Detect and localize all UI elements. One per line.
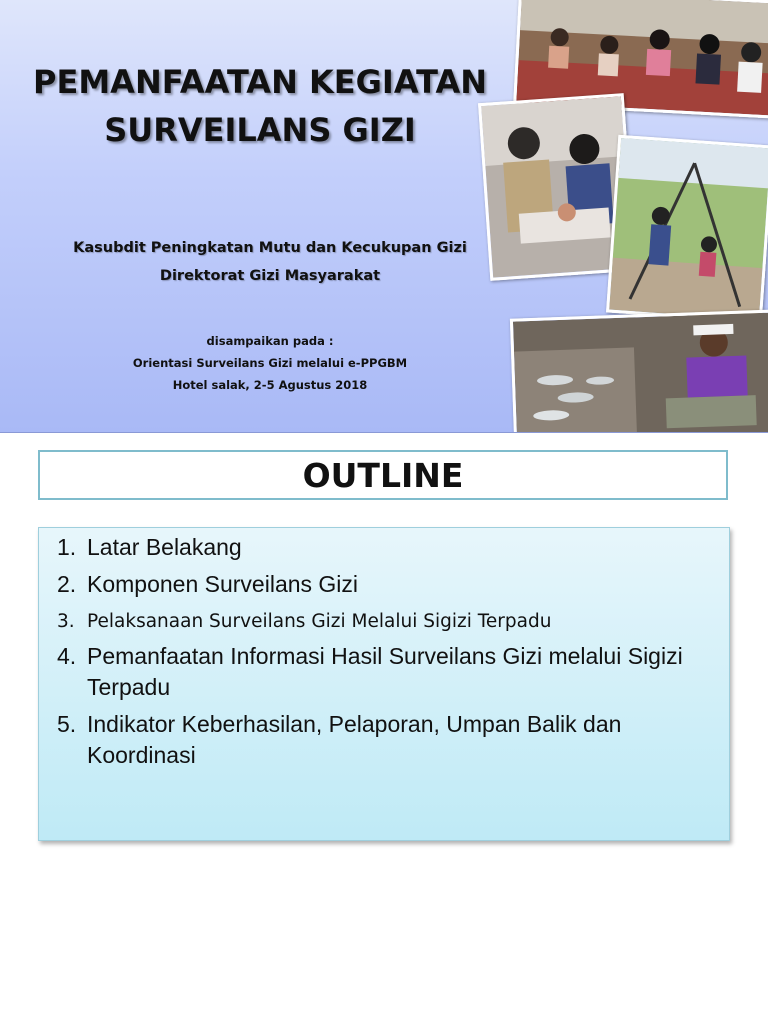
slide-title-line-1: PEMANFAATAN KEGIATAN [33, 63, 487, 101]
list-item [57, 709, 707, 771]
slide-title [10, 58, 510, 154]
photo-weighing-scale [606, 135, 768, 323]
slide-subtitle [10, 234, 530, 290]
list-item-text: Komponen Surveilans Gizi [87, 571, 359, 597]
list-item-text: Indikator Keberhasilan, Pelaporan, Umpan Balik dan Koordinasi [87, 711, 622, 768]
list-item-number: 3. [57, 611, 75, 632]
list-item [57, 641, 707, 703]
presented-label: disampaikan pada : [206, 334, 334, 348]
outline-content-box [38, 527, 730, 841]
list-item [57, 532, 707, 563]
list-item-text: Pelaksanaan Surveilans Gizi Melalui Sigizi Terpadu [87, 611, 552, 632]
list-item-number: 2. [57, 571, 77, 597]
outline-list [57, 532, 707, 777]
presentation-info [20, 330, 520, 396]
title-slide [0, 0, 768, 433]
list-item-number: 1. [57, 534, 77, 560]
presenter-unit: Kasubdit Peningkatan Mutu dan Kecukupan Gizi [73, 240, 467, 256]
presenter-directorate: Direktorat Gizi Masyarakat [159, 268, 381, 284]
event-place-date: Hotel salak, 2-5 Agustus 2018 [172, 378, 368, 392]
list-item [57, 569, 707, 600]
event-name: Orientasi Surveilans Gizi melalui e-PPGBM [132, 356, 408, 370]
list-item-number: 5. [57, 711, 77, 737]
outline-header-box [38, 450, 728, 500]
list-item [57, 606, 707, 637]
list-item-text: Pemanfaatan Informasi Hasil Surveilans Gizi melalui Sigizi Terpadu [87, 643, 683, 700]
photo-fish-market [510, 309, 768, 433]
outline-title: OUTLINE [302, 455, 464, 495]
slide-title-line-2: SURVEILANS GIZI [104, 111, 416, 149]
list-item-number: 4. [57, 643, 77, 669]
list-item-text: Latar Belakang [87, 534, 242, 560]
